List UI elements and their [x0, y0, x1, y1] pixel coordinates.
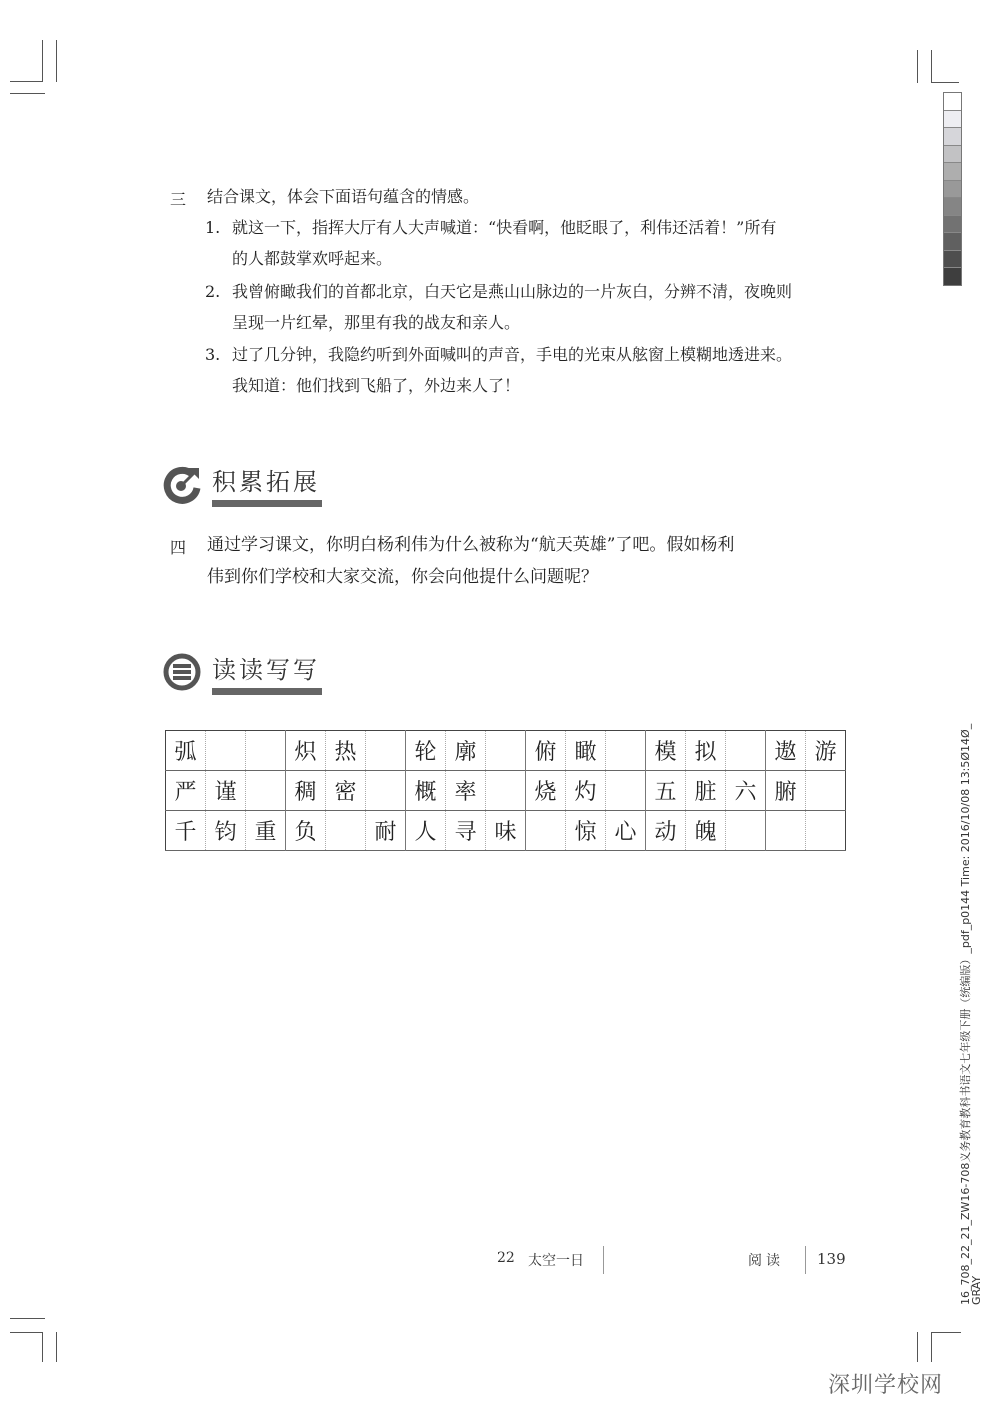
grid-cell	[486, 771, 526, 811]
divider	[805, 1246, 806, 1274]
grid-cell	[606, 771, 646, 811]
grid-cell: 谨	[206, 771, 246, 811]
grid-cell	[526, 811, 566, 851]
grid-cell: 概	[406, 771, 446, 811]
grid-cell: 心	[606, 811, 646, 851]
grid-cell: 灼	[566, 771, 606, 811]
section-heading-readwrite	[162, 650, 320, 693]
heading-title: 读读写写	[212, 650, 320, 693]
crop-mark	[42, 40, 43, 82]
grid-cell: 廓	[446, 731, 486, 771]
grid-row	[166, 771, 846, 811]
crop-mark	[917, 1332, 918, 1362]
grid-cell: 六	[726, 771, 766, 811]
grayscale-calibration-bar	[943, 92, 962, 286]
section-prompt: 结合课文，体会下面语句蕴含的情感。	[207, 187, 480, 206]
vocabulary-grid	[165, 730, 846, 851]
grid-cell: 率	[446, 771, 486, 811]
crop-mark	[10, 1332, 43, 1333]
grid-cell	[246, 731, 286, 771]
grid-cell	[206, 731, 246, 771]
grid-cell: 人	[406, 811, 446, 851]
grid-cell	[246, 771, 286, 811]
list-lines-icon	[162, 652, 202, 692]
lesson-title: 太空一日	[528, 1253, 584, 1269]
page-number: 139	[817, 1250, 846, 1268]
grid-cell	[606, 731, 646, 771]
grid-cell: 耐	[366, 811, 406, 851]
grid-cell	[366, 771, 406, 811]
crop-mark	[917, 50, 918, 83]
grid-cell: 五	[646, 771, 686, 811]
crop-mark	[42, 1332, 43, 1362]
heading-title: 积累拓展	[212, 462, 320, 505]
section-line: 通过学习课文，你明白杨利伟为什么被称为“航天英雄”了吧。假如杨利	[207, 535, 735, 555]
grid-cell: 动	[646, 811, 686, 851]
section-number: 三	[170, 190, 187, 209]
section-line: 伟到你们学校和大家交流，你会向他提什么问题呢？	[207, 567, 598, 587]
watermark: 深圳学校网	[828, 1373, 944, 1398]
grid-cell: 炽	[286, 731, 326, 771]
grid-row	[166, 731, 846, 771]
section-number: 四	[170, 538, 187, 557]
grid-cell: 热	[326, 731, 366, 771]
divider	[603, 1246, 604, 1274]
crop-mark	[931, 82, 959, 83]
grid-cell: 游	[806, 731, 846, 771]
grid-cell: 钧	[206, 811, 246, 851]
lesson-number: 22	[497, 1250, 515, 1266]
grid-row	[166, 811, 846, 851]
crop-mark	[10, 93, 45, 94]
grid-cell	[366, 731, 406, 771]
crop-mark	[10, 81, 43, 82]
crop-mark	[931, 1332, 961, 1333]
grid-cell	[726, 731, 766, 771]
unit-label: 阅读	[748, 1253, 784, 1269]
item-line: 过了几分钟，我隐约听到外面喊叫的声音，手电的光束从舷窗上模糊地透进来。	[232, 345, 793, 364]
item-line: 的人都鼓掌欢呼起来。	[232, 249, 393, 268]
item-line: 就这一下，指挥大厅有人大声喊道：“快看啊，他眨眼了，利伟还活着！”所有	[232, 218, 777, 237]
item-number: 2.	[205, 282, 221, 301]
crop-mark	[56, 1332, 57, 1362]
grid-cell: 腑	[766, 771, 806, 811]
refresh-arrow-icon	[162, 464, 202, 504]
grid-cell: 脏	[686, 771, 726, 811]
grid-cell: 味	[486, 811, 526, 851]
grid-cell: 弧	[166, 731, 206, 771]
crop-mark	[10, 1318, 45, 1319]
grid-cell	[806, 811, 846, 851]
print-metadata-gray: GRAY	[970, 1275, 983, 1305]
grid-cell: 稠	[286, 771, 326, 811]
item-line: 我曾俯瞰我们的首都北京，白天它是燕山山脉边的一片灰白，分辨不清，夜晚则	[232, 282, 793, 301]
crop-mark	[931, 50, 932, 83]
grid-cell: 寻	[446, 811, 486, 851]
grid-cell: 千	[166, 811, 206, 851]
grid-cell: 惊	[566, 811, 606, 851]
grid-cell: 模	[646, 731, 686, 771]
item-line: 呈现一片红晕，那里有我的战友和亲人。	[232, 313, 521, 332]
grid-cell	[806, 771, 846, 811]
crop-mark	[56, 40, 57, 82]
grid-cell	[726, 811, 766, 851]
grid-cell: 拟	[686, 731, 726, 771]
print-metadata-line: 16_708_22_21_ZW16-708义务教育教科书语文七年级下册（统编版）_pdf_p0144 Time: 2016/10/08 13:5Ø14Ø_	[959, 723, 972, 1305]
crop-mark	[931, 1332, 932, 1362]
item-number: 1.	[205, 218, 221, 237]
grid-cell: 遨	[766, 731, 806, 771]
grid-cell: 负	[286, 811, 326, 851]
grid-cell: 轮	[406, 731, 446, 771]
item-number: 3.	[205, 345, 221, 364]
grid-cell	[326, 811, 366, 851]
print-metadata	[960, 724, 982, 1305]
grid-cell: 严	[166, 771, 206, 811]
grid-cell: 烧	[526, 771, 566, 811]
grid-cell: 密	[326, 771, 366, 811]
grid-cell: 瞰	[566, 731, 606, 771]
section-heading-accumulate	[162, 462, 320, 505]
grid-cell: 俯	[526, 731, 566, 771]
grid-cell: 重	[246, 811, 286, 851]
grid-cell	[766, 811, 806, 851]
grid-cell: 魄	[686, 811, 726, 851]
grid-cell	[486, 731, 526, 771]
item-line: 我知道：他们找到飞船了，外边来人了！	[232, 376, 521, 395]
